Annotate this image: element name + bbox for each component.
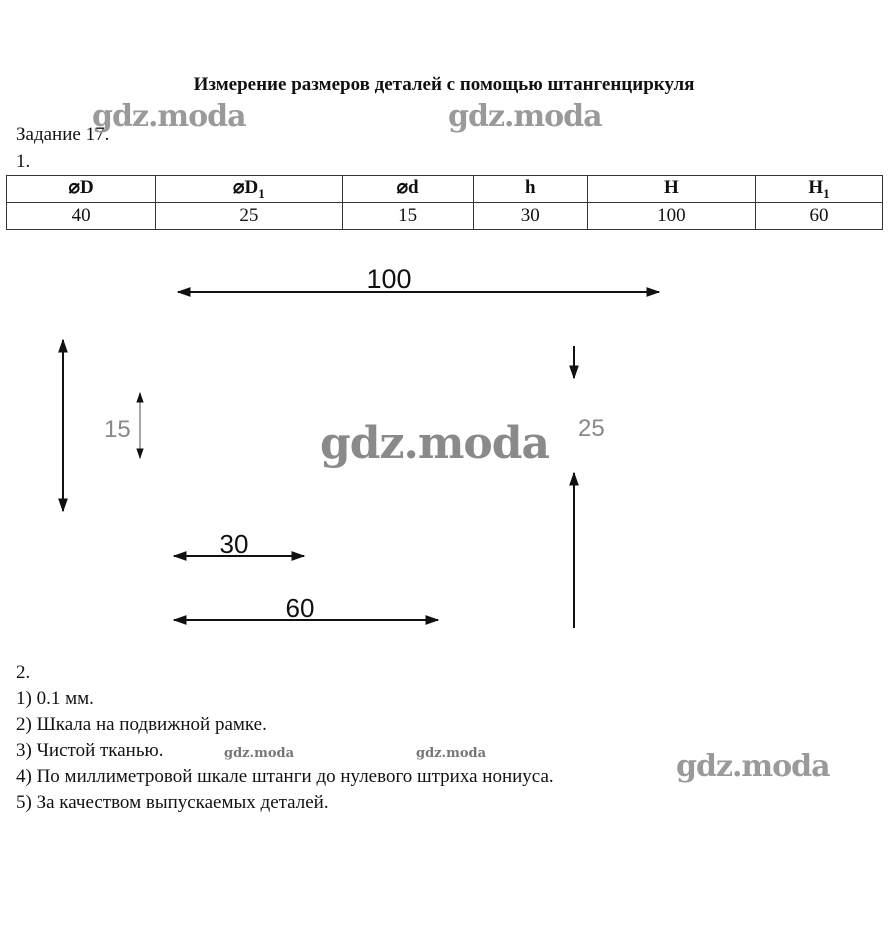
watermark: gdz.moda — [448, 99, 602, 134]
watermark: gdz.moda — [224, 746, 295, 761]
table-cell: 15 — [342, 203, 473, 230]
table-cell: 60 — [755, 203, 882, 230]
table-cell: 100 — [587, 203, 755, 230]
watermark: gdz.moda — [676, 749, 830, 784]
answer-item: 5) За качеством выпускаемых деталей. — [16, 792, 329, 813]
section-1-label: 1. — [16, 151, 31, 172]
dim-label-60: 60 — [285, 593, 315, 623]
dim-label-100: 100 — [366, 264, 412, 294]
dim-label-25: 25 — [578, 415, 605, 442]
header-cell: h — [473, 176, 587, 203]
section-2-label: 2. — [16, 662, 31, 683]
watermark: gdz.moda — [320, 418, 550, 469]
table-cell: 30 — [473, 203, 587, 230]
task-label: Задание 17. — [16, 124, 110, 145]
page-title: Измерение размеров деталей с помощью штангенциркуля — [193, 74, 695, 95]
header-cell: ⌀d — [342, 176, 473, 203]
answer-item: 1) 0.1 мм. — [16, 688, 94, 709]
table-cell: 25 — [156, 203, 342, 230]
table-cell: 40 — [7, 203, 156, 230]
header-cell: $H_1$ — [755, 176, 882, 203]
answer-item: 4) По миллиметровой шкале штанги до нулевого штриха нониуса. — [16, 766, 554, 787]
header-cell: $⌀D_1$ — [156, 176, 342, 203]
watermark: gdz.moda — [92, 99, 246, 134]
header-cell: ⌀D — [7, 176, 156, 203]
header-cell: H — [587, 176, 755, 203]
answer-item: 2) Шкала на подвижной рамке. — [16, 714, 267, 735]
answer-item: 3) Чистой тканью. — [16, 740, 164, 761]
dim-label-30: 30 — [219, 529, 249, 559]
watermark: gdz.moda — [416, 746, 487, 761]
dim-label-15: 15 — [104, 416, 131, 443]
